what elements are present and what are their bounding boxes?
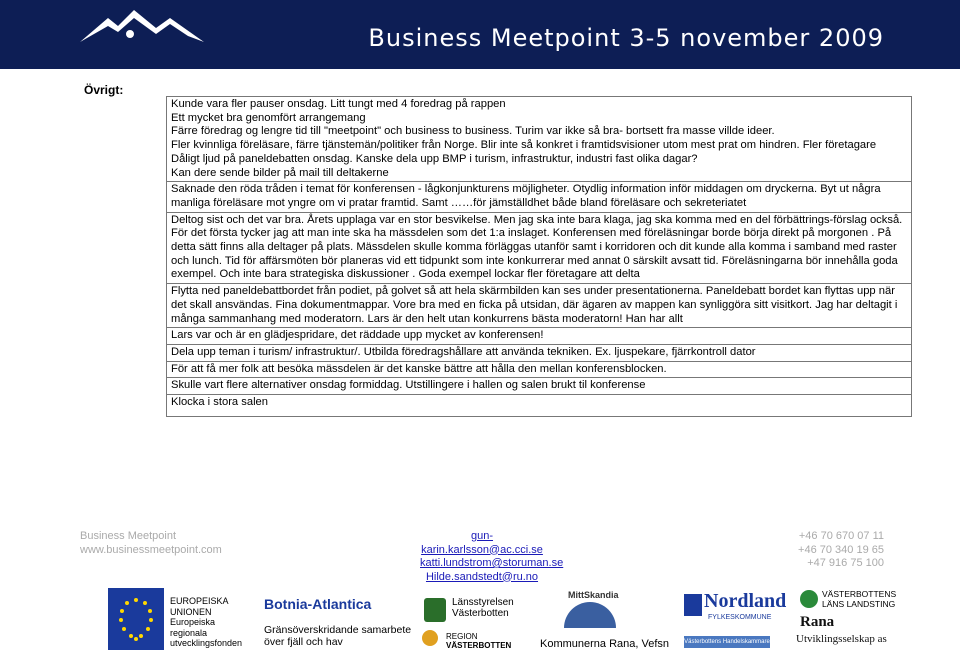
mountain-logo-icon xyxy=(78,4,208,48)
footer-phones xyxy=(798,530,884,571)
org-url[interactable]: www.businessmeetpoint.com xyxy=(80,543,222,556)
sponsor-logos xyxy=(0,586,960,653)
comment-text: Klocka i stora salen xyxy=(171,396,269,409)
comment-text: Flytta ned paneldebattbordet från podiet, på golvet så att hela skärmbilden kan ses under presentationerna. Paneldebatt bordet kan flyttas upp när det skall ansvändas. Fina dokumentmappar. Vore bra med en ficka på utsidan, där ägaren av mappen kan synliggöra sitt visitkort. Jag har deltagit i många sammanhang med moderatorn. Lars är den helt utan konkurrens bästa moderatorn! Han har allt xyxy=(171,285,898,325)
comment-text: Deltog sist och det var bra. Årets upplaga var en stor besvikelse. Men jag ska inte bara klaga, jag ska komma med en del förbättrings-förslag också. För det första tycker jag att man inte ska ha mässdelen som det 1:a inslaget. Konferensen med föreläsningar borde börja direkt på morgonen . På detta sätt finns alla deltager på plats. Mässdelen skulle komma förläggas utanför samt i korridoren och dit kunde alla komma i samband med raster och lunch. Tid för affärsmöten bör planeras vid ett tidpunkt som inte konkurrerar med annat 0 särskilt avsatt tid. Föreläsningarna bör innehålla goda exempel. Och inte bara strategiska diskussioner . Goda exempel lockar fler företagare att delta xyxy=(171,213,903,281)
comment-row xyxy=(167,378,911,395)
mittskandia-logo: MittSkandia xyxy=(568,590,619,600)
phone-number: +46 70 670 07 11 xyxy=(798,530,884,542)
region-vasterbotten-text: REGION VÄSTERBOTTEN xyxy=(446,632,512,650)
nordland-emblem-icon xyxy=(684,594,702,616)
comment-line: Dåligt ljud på paneldebatten onsdag. Kanske dela upp BMP i turism, infrastruktur, industri fast olika dagar? xyxy=(171,152,698,165)
comment-line: Ett mycket bra genomfört arrangemang xyxy=(171,111,366,124)
footer-emails xyxy=(420,530,564,584)
nordland-logo: Nordland xyxy=(704,590,787,612)
comment-row xyxy=(167,182,911,212)
email-link[interactable]: katti.lundstrom@storuman.se xyxy=(420,557,564,569)
email-link[interactable]: Hilde.sandstedt@ru.no xyxy=(425,570,539,583)
gransoverskridande-text: Gränsöverskridande samarbete över fjäll och hav xyxy=(264,624,412,648)
lansstyrelsen-emblem-icon xyxy=(424,598,446,622)
phone-number: +47 916 75 100 xyxy=(807,557,884,569)
region-vasterbotten-icon xyxy=(422,630,438,646)
vasterbottens-handelskammare-logo: Västerbottens Handelskammare xyxy=(684,636,770,648)
eu-text: EUROPEISKA UNIONEN Europeiska regionala utvecklingsfonden xyxy=(170,596,243,648)
comment-row xyxy=(167,395,911,417)
phone-number: +46 70 340 19 65 xyxy=(798,543,884,556)
event-title: Business Meetpoint 3-5 november 2009 xyxy=(368,24,884,52)
comment-row xyxy=(167,362,911,379)
comment-row xyxy=(167,345,911,362)
comment-line: Kunde vara fler pauser onsdag. Litt tungt med 4 foredrag på rappen xyxy=(171,98,506,110)
rana-logo: Rana xyxy=(800,614,835,630)
comments-table xyxy=(166,96,912,417)
comment-line: Färre föredrag og lengre tid till "meetpoint" och business to business. Turim var ikke så bra- bortsett fra masse villde ideer. xyxy=(171,125,775,138)
email-link[interactable]: gun-karin.karlsson@ac.cci.se xyxy=(421,530,543,556)
comment-text: Skulle vart flere alternativer onsdag formiddag. Utstillingere i hallen og salen brukt til konferense xyxy=(171,379,646,392)
comment-row xyxy=(167,328,911,345)
org-name: Business Meetpoint xyxy=(80,530,176,542)
footer-org xyxy=(80,530,222,557)
nordland-sub: FYLKESKOMMUNE xyxy=(708,614,772,621)
eu-flag-icon xyxy=(108,588,164,650)
header-banner xyxy=(0,0,960,69)
comment-row xyxy=(167,97,911,182)
comment-text: Lars var och är en glädjespridare, det räddade upp mycket av konferensen! xyxy=(171,329,544,342)
landsting-text: VÄSTERBOTTENS LÄNS LANDSTING xyxy=(822,589,897,609)
mittskandia-emblem-icon xyxy=(564,602,616,628)
rana-sub: Utviklingsselskap as xyxy=(796,633,887,645)
section-label-ovrigt: Övrigt: xyxy=(84,83,124,97)
comment-row xyxy=(167,213,911,285)
comment-line: Fler kvinnliga föreläsare, färre tjänstemän/politiker från Norge. Blir inte så konkret i framtidsvisioner utom mest prat om hindren. Fler företagare xyxy=(171,139,877,152)
footer-contacts xyxy=(80,530,884,583)
comment-text: Saknade den röda tråden i temat för konferensen - lågkonjunkturens möjligheter. Otydlig information inför middagen om dryckerna. Byt ut några manliga föreläsare mot yngre om vi pratar framtid. Samt ……för jämställdhet både bland föreläsare och sekreteriatet xyxy=(171,183,881,209)
comment-text: Dela upp teman i turism/ infrastruktur/. Utbilda föredragshållare att använda tekniken. Ex. ljuspekare, fjärrkontroll dator xyxy=(171,345,756,358)
botnia-atlantica-logo: Botnia-Atlantica xyxy=(264,596,372,612)
lansstyrelsen-text: Länsstyrelsen Västerbotten xyxy=(452,597,514,619)
comment-line: Kan dere sende bilder på mail till deltakerne xyxy=(171,166,389,179)
kommunerna-text: Kommunerna Rana, Vefsn xyxy=(540,638,670,650)
comment-row xyxy=(167,284,911,328)
landsting-emblem-icon xyxy=(800,590,818,608)
comment-text: För att få mer folk att besöka mässdelen är det kanske bättre att hålla den mellan konferensblocken. xyxy=(171,362,667,375)
